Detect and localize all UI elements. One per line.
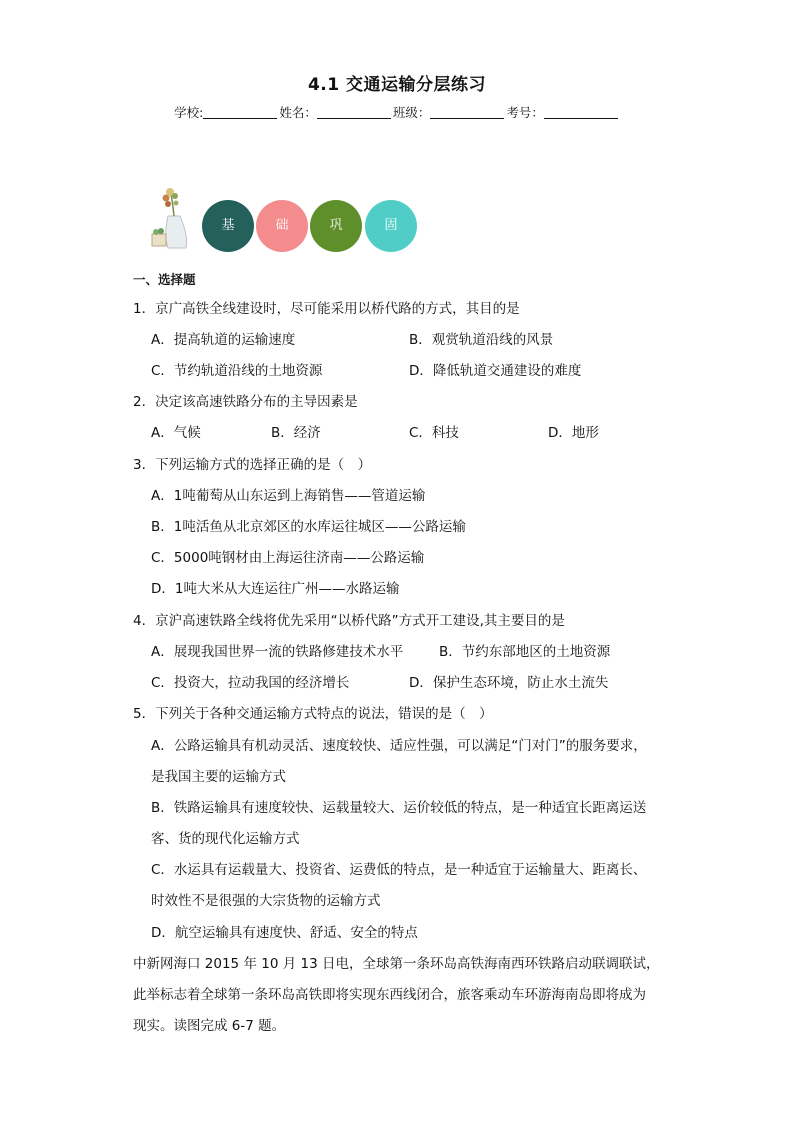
question-4-option-c[interactable]: C．投资大，拉动我国的经济增长 xyxy=(151,675,350,691)
question-2-option-b[interactable]: B．经济 xyxy=(271,425,321,441)
passage-line-3: 现实。读图完成 6-7 题。 xyxy=(133,1018,286,1034)
question-5-option-c[interactable]: C．水运具有运载量大、投资省、运费低的特点，是一种适宜于运输量大、距离长、 xyxy=(151,862,647,878)
question-2-stem: 2．决定该高速铁路分布的主导因素是 xyxy=(133,394,358,410)
banner-circle-2: 础 xyxy=(256,200,308,252)
question-5-option-b[interactable]: B．铁路运输具有速度较快、运载量较大、运价较低的特点，是一种适宜长距离运送 xyxy=(151,800,647,816)
question-4-option-d[interactable]: D．保护生态环境，防止水土流失 xyxy=(409,675,609,691)
question-5-option-a-cont[interactable]: 是我国主要的运输方式 xyxy=(151,769,286,785)
question-3-option-c[interactable]: C．5000吨钢材由上海运往济南——公路运输 xyxy=(151,550,425,566)
school-blank[interactable] xyxy=(203,106,277,119)
plant-vase-icon xyxy=(146,186,196,252)
class-label: 班级： xyxy=(392,105,431,120)
id-label: 考号： xyxy=(506,105,544,120)
question-3-option-a[interactable]: A．1吨葡萄从山东运到上海销售——管道运输 xyxy=(151,488,426,504)
school-label: 学校: xyxy=(174,105,204,120)
question-3-option-b[interactable]: B．1吨活鱼从北京郊区的水库运往城区——公路运输 xyxy=(151,519,466,535)
question-5-option-a[interactable]: A．公路运输具有机动灵活、速度较快、适应性强，可以满足“门对门”的服务要求， xyxy=(151,738,647,754)
question-4-stem: 4．京沪高速铁路全线将优先采用“以桥代路”方式开工建设,其主要目的是 xyxy=(133,613,565,629)
banner-circle-3: 巩 xyxy=(310,200,362,252)
banner-circle-1: 基 xyxy=(202,200,254,252)
id-blank[interactable] xyxy=(544,106,618,119)
question-5-option-c-cont[interactable]: 时效性不是很强的大宗货物的运输方式 xyxy=(151,893,381,909)
student-info-line xyxy=(0,103,794,121)
question-2-option-a[interactable]: A．气候 xyxy=(151,425,201,441)
banner-circle-4: 固 xyxy=(365,200,417,252)
question-1-option-a[interactable]: A．提高轨道的运输速度 xyxy=(151,332,296,348)
question-2-option-c[interactable]: C．科技 xyxy=(409,425,459,441)
page-title: 4.1 交通运输分层练习 xyxy=(307,75,487,95)
question-5-stem: 5．下列关于各种交通运输方式特点的说法，错误的是（ ） xyxy=(133,706,493,722)
section-title: 一、选择题 xyxy=(133,272,196,287)
question-1-option-c[interactable]: C．节约轨道沿线的土地资源 xyxy=(151,363,323,379)
question-2-option-d[interactable]: D．地形 xyxy=(548,425,599,441)
name-blank[interactable] xyxy=(317,106,391,119)
question-4-option-a[interactable]: A．展现我国世界一流的铁路修建技术水平 xyxy=(151,644,404,660)
question-1-option-b[interactable]: B．观赏轨道沿线的风景 xyxy=(409,332,554,348)
class-blank[interactable] xyxy=(430,106,504,119)
question-5-option-d[interactable]: D．航空运输具有速度快、舒适、安全的特点 xyxy=(151,925,418,941)
question-1-stem: 1．京广高铁全线建设时，尽可能采用以桥代路的方式，其目的是 xyxy=(133,301,520,317)
name-label: 姓名： xyxy=(279,105,317,120)
question-4-option-b[interactable]: B．节约东部地区的土地资源 xyxy=(439,644,611,660)
question-1-option-d[interactable]: D．降低轨道交通建设的难度 xyxy=(409,363,582,379)
passage-line-2: 此举标志着全球第一条环岛高铁即将实现东西线闭合，旅客乘动车环游海南岛即将成为 xyxy=(133,987,646,1003)
question-3-option-d[interactable]: D．1吨大米从大连运往广州——水路运输 xyxy=(151,581,400,597)
question-3-stem: 3．下列运输方式的选择正确的是（ ） xyxy=(133,457,372,473)
question-5-option-b-cont[interactable]: 客、货的现代化运输方式 xyxy=(151,831,300,847)
passage-line-1: 中新网海口 2015 年 10 月 13 日电，全球第一条环岛高铁海南西环铁路启动联调联试， xyxy=(133,956,660,972)
